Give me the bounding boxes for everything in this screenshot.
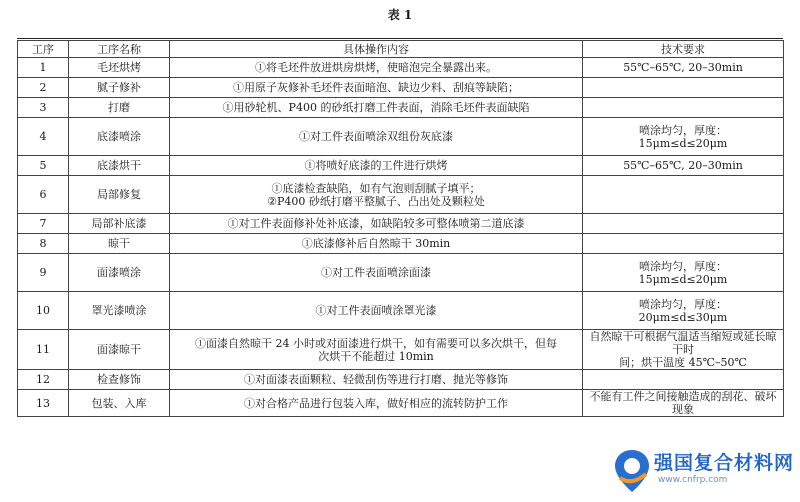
cell-operation-line: ①对合格产品进行包装入库，做好相应的流转防护工作 xyxy=(244,396,508,410)
cell-step-name: 打磨 xyxy=(69,98,170,118)
cell-requirement xyxy=(583,156,784,176)
cell-step-name: 底漆烘干 xyxy=(69,156,170,176)
cell-step-no: 11 xyxy=(18,330,69,370)
cell-requirement-line: 喷涂均匀，厚度： xyxy=(639,123,727,137)
cell-step-no: 13 xyxy=(18,390,69,417)
header-row xyxy=(18,41,784,58)
cell-requirement xyxy=(583,98,784,118)
watermark xyxy=(608,446,798,500)
cell-operation-line: ①将喷好底漆的工件进行烘烤 xyxy=(304,159,448,172)
table-row xyxy=(18,390,784,417)
cell-requirement xyxy=(583,234,784,254)
process-table xyxy=(17,40,784,417)
cell-requirement xyxy=(583,254,784,292)
table-row xyxy=(18,214,784,234)
watermark-url: www.cnfrp.com xyxy=(658,475,728,485)
cell-operation-line: ①对工件表面喷涂面漆 xyxy=(321,266,431,279)
cell-step-no: 4 xyxy=(18,118,69,156)
cell-step-no: 3 xyxy=(18,98,69,118)
cell-operation-line: ①面漆自然晾干 24 小时或对面漆进行烘干，如有需要可以多次烘干，但每 xyxy=(195,336,557,350)
cell-step-no: 9 xyxy=(18,254,69,292)
table-row xyxy=(18,254,784,292)
cell-requirement xyxy=(583,78,784,98)
table-row xyxy=(18,330,784,370)
cell-requirement xyxy=(583,118,784,156)
cell-requirement xyxy=(583,330,784,370)
watermark-text: 强国复合材料网 xyxy=(654,452,795,474)
cell-operation-line: ①用原子灰修补毛坯件表面暗泡、缺边少料、刮痕等缺陷； xyxy=(233,81,519,94)
cell-requirement xyxy=(583,292,784,330)
table-row xyxy=(18,292,784,330)
cell-step-name: 罩光漆喷涂 xyxy=(69,292,170,330)
cell-operation-line: ①对工件表面修补处补底漆，如缺陷较多可整体喷第二道底漆 xyxy=(227,217,525,230)
cell-step-name: 检查修饰 xyxy=(69,370,170,390)
cell-operation xyxy=(170,176,583,214)
table-row xyxy=(18,234,784,254)
table-row xyxy=(18,78,784,98)
cell-operation xyxy=(170,234,583,254)
cell-requirement-line: 15μm≤d≤20μm xyxy=(638,136,728,150)
cell-operation xyxy=(170,58,583,78)
cell-step-no: 7 xyxy=(18,214,69,234)
table-caption: 表 1 xyxy=(387,8,413,22)
cell-step-name: 面漆喷涂 xyxy=(69,254,170,292)
cell-requirement xyxy=(583,370,784,390)
cell-requirement xyxy=(583,390,784,417)
table-row xyxy=(18,118,784,156)
cell-step-name: 底漆喷涂 xyxy=(69,118,170,156)
cell-operation xyxy=(170,78,583,98)
cell-requirement-line: 喷涂均匀，厚度： xyxy=(639,297,727,311)
header-step-name: 工序名称 xyxy=(69,41,170,58)
cell-requirement xyxy=(583,214,784,234)
table-row xyxy=(18,176,784,214)
cell-operation-line: 次烘干不能超过 10min xyxy=(318,349,434,363)
cell-operation xyxy=(170,370,583,390)
cell-operation-line: ①将毛坯件放进烘房烘烤，使暗泡完全暴露出来。 xyxy=(255,61,497,74)
cell-requirement-line: 不能有工件之间接触造成的刮花、破坏现象 xyxy=(589,390,777,416)
cell-step-name: 局部补底漆 xyxy=(69,214,170,234)
table-row xyxy=(18,370,784,390)
cell-operation xyxy=(170,156,583,176)
header-operation: 具体操作内容 xyxy=(170,41,583,58)
cell-requirement-line: 间；烘干温度 45℃–50℃ xyxy=(619,356,747,369)
cell-requirement-line: 喷涂均匀，厚度： xyxy=(639,259,727,273)
cell-step-no: 2 xyxy=(18,78,69,98)
cell-requirement-line: 55℃–65℃, 20–30min xyxy=(623,159,743,172)
header-requirement: 技术要求 xyxy=(583,41,784,58)
cell-step-no: 12 xyxy=(18,370,69,390)
table-row xyxy=(18,156,784,176)
top-rule xyxy=(17,38,783,39)
cell-operation-line: ①用砂轮机、P400 的砂纸打磨工件表面，消除毛坯件表面缺陷 xyxy=(222,101,530,114)
cell-requirement xyxy=(583,176,784,214)
cell-operation-line: ②P400 砂纸打磨平整腻子、凸出处及颗粒处 xyxy=(267,194,485,208)
cell-step-no: 5 xyxy=(18,156,69,176)
cell-step-name: 晾干 xyxy=(69,234,170,254)
table-body xyxy=(18,58,784,417)
cell-step-no: 1 xyxy=(18,58,69,78)
cell-operation xyxy=(170,214,583,234)
cell-operation-line: ①对面漆表面颗粒、轻微刮伤等进行打磨、抛光等修饰 xyxy=(244,373,508,386)
cell-operation xyxy=(170,98,583,118)
cell-operation-line: ①底漆检查缺陷，如有气泡则刮腻子填平； xyxy=(271,181,481,195)
cell-operation xyxy=(170,390,583,417)
cell-step-no: 10 xyxy=(18,292,69,330)
cell-requirement-line: 自然晾干可根据气温适当缩短或延长晾干时 xyxy=(589,330,777,356)
cell-requirement-line: 20μm≤d≤30μm xyxy=(638,310,728,324)
cell-requirement xyxy=(583,58,784,78)
cell-operation xyxy=(170,118,583,156)
table-row xyxy=(18,98,784,118)
cell-operation xyxy=(170,254,583,292)
cell-step-name: 毛坯烘烤 xyxy=(69,58,170,78)
cell-operation-line: ①底漆修补后自然晾干 30min xyxy=(301,237,451,250)
cell-requirement-line: 55℃–65℃, 20–30min xyxy=(623,61,743,74)
cell-operation-line: ①对工件表面喷涂双组份灰底漆 xyxy=(299,130,453,143)
cell-step-name: 包装、入库 xyxy=(69,390,170,417)
location-pin-logo-icon xyxy=(612,448,652,494)
cell-operation xyxy=(170,330,583,370)
cell-step-name: 腻子修补 xyxy=(69,78,170,98)
cell-step-no: 6 xyxy=(18,176,69,214)
table-row xyxy=(18,58,784,78)
cell-step-name: 面漆晾干 xyxy=(69,330,170,370)
cell-step-name: 局部修复 xyxy=(69,176,170,214)
cell-operation xyxy=(170,292,583,330)
cell-requirement-line: 15μm≤d≤20μm xyxy=(638,272,728,286)
header-step-no: 工序 xyxy=(18,41,69,58)
cell-step-no: 8 xyxy=(18,234,69,254)
cell-operation-line: ①对工件表面喷涂罩光漆 xyxy=(315,304,437,317)
